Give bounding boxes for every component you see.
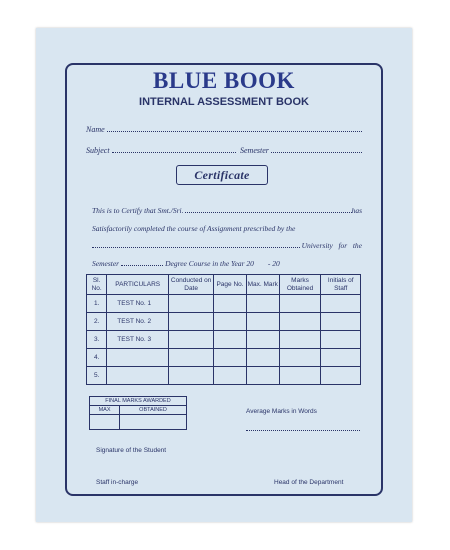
degree-course-text: Degree Course in the Year 20 <box>165 259 254 268</box>
semester-label: Semester <box>240 146 269 155</box>
row-number: 3. <box>87 331 107 349</box>
certificate-heading-box <box>176 165 268 185</box>
staff-in-charge-label: Staff in-charge <box>96 479 139 486</box>
book-title: BLUE BOOK <box>153 68 295 93</box>
row-page <box>214 331 247 349</box>
row-particulars: TEST No. 3 <box>107 331 169 349</box>
row-page <box>214 349 247 367</box>
semester-text: Semester <box>92 259 120 268</box>
row-date <box>169 313 214 331</box>
final-marks-title: FINAL MARKS AWARDED <box>90 397 187 406</box>
final-marks-max-header: MAX <box>90 406 120 415</box>
row-max <box>246 367 279 385</box>
university-dotted-line <box>92 241 300 248</box>
subject-dotted-line <box>112 146 236 153</box>
has-text: has <box>351 206 362 215</box>
row-initials <box>321 349 361 367</box>
average-marks-label: Average Marks in Words <box>246 408 317 415</box>
name-field <box>86 125 362 134</box>
table-row <box>87 295 361 313</box>
head-of-department-label: Head of the Department <box>274 479 344 486</box>
subject-field <box>86 146 236 155</box>
row-particulars: TEST No. 2 <box>107 313 169 331</box>
university-text: University for the <box>301 241 362 250</box>
row-obtained <box>279 295 321 313</box>
row-obtained <box>279 331 321 349</box>
book-subtitle: INTERNAL ASSESSMENT BOOK <box>139 96 309 108</box>
average-marks-dotted-line <box>246 430 360 431</box>
header-initials-of-staff: Initials of Staff <box>321 275 361 295</box>
subject-label: Subject <box>86 146 110 155</box>
certify-text: This is to Certify that Smt./Sri. <box>92 206 184 215</box>
name-dotted-line <box>107 125 362 132</box>
row-particulars <box>107 349 169 367</box>
row-date <box>169 349 214 367</box>
row-page <box>214 367 247 385</box>
row-max <box>246 295 279 313</box>
final-marks-table <box>89 396 187 430</box>
row-particulars: TEST No. 1 <box>107 295 169 313</box>
header-page-no: Page No. <box>214 275 247 295</box>
row-obtained <box>279 313 321 331</box>
final-marks-max-cell <box>90 415 120 430</box>
table-row <box>87 349 361 367</box>
row-number: 4. <box>87 349 107 367</box>
semester-field <box>240 146 362 155</box>
table-row <box>87 331 361 349</box>
header-conducted-on-date: Conducted on Date <box>169 275 214 295</box>
header-sl-no: Sl. No. <box>87 275 107 295</box>
final-marks-obtained-header: OBTAINED <box>120 406 187 415</box>
semester-dotted-line <box>271 146 362 153</box>
row-initials <box>321 295 361 313</box>
semester-dotted-line-2 <box>121 259 163 266</box>
student-signature-label: Signature of the Student <box>96 447 167 454</box>
certificate-line-2: Satisfactorily completed the course of Assignment prescribed by the <box>92 224 296 233</box>
certificate-line-1 <box>92 206 362 215</box>
row-max <box>246 331 279 349</box>
row-number: 5. <box>87 367 107 385</box>
certificate-heading: Certificate <box>194 167 250 182</box>
header-particulars: PARTICULARS <box>107 275 169 295</box>
row-page <box>214 295 247 313</box>
row-initials <box>321 367 361 385</box>
row-max <box>246 313 279 331</box>
year-suffix-text: - 20 <box>267 259 280 268</box>
row-date <box>169 367 214 385</box>
table-row <box>87 313 361 331</box>
header-marks-obtained: Marks Obtained <box>279 275 321 295</box>
table-row <box>87 367 361 385</box>
row-date <box>169 331 214 349</box>
row-obtained <box>279 349 321 367</box>
row-number: 1. <box>87 295 107 313</box>
marks-table <box>86 274 361 385</box>
header-max-mark: Max. Mark <box>246 275 279 295</box>
row-date <box>169 295 214 313</box>
row-initials <box>321 313 361 331</box>
student-name-dotted-line <box>185 206 351 213</box>
row-number: 2. <box>87 313 107 331</box>
row-initials <box>321 331 361 349</box>
final-marks-obtained-cell <box>120 415 187 430</box>
name-label: Name <box>86 125 105 134</box>
marks-table-header-row <box>87 275 361 295</box>
row-max <box>246 349 279 367</box>
row-obtained <box>279 367 321 385</box>
certificate-line-4 <box>92 259 362 268</box>
row-particulars <box>107 367 169 385</box>
row-page <box>214 313 247 331</box>
certificate-line-3 <box>92 241 362 250</box>
